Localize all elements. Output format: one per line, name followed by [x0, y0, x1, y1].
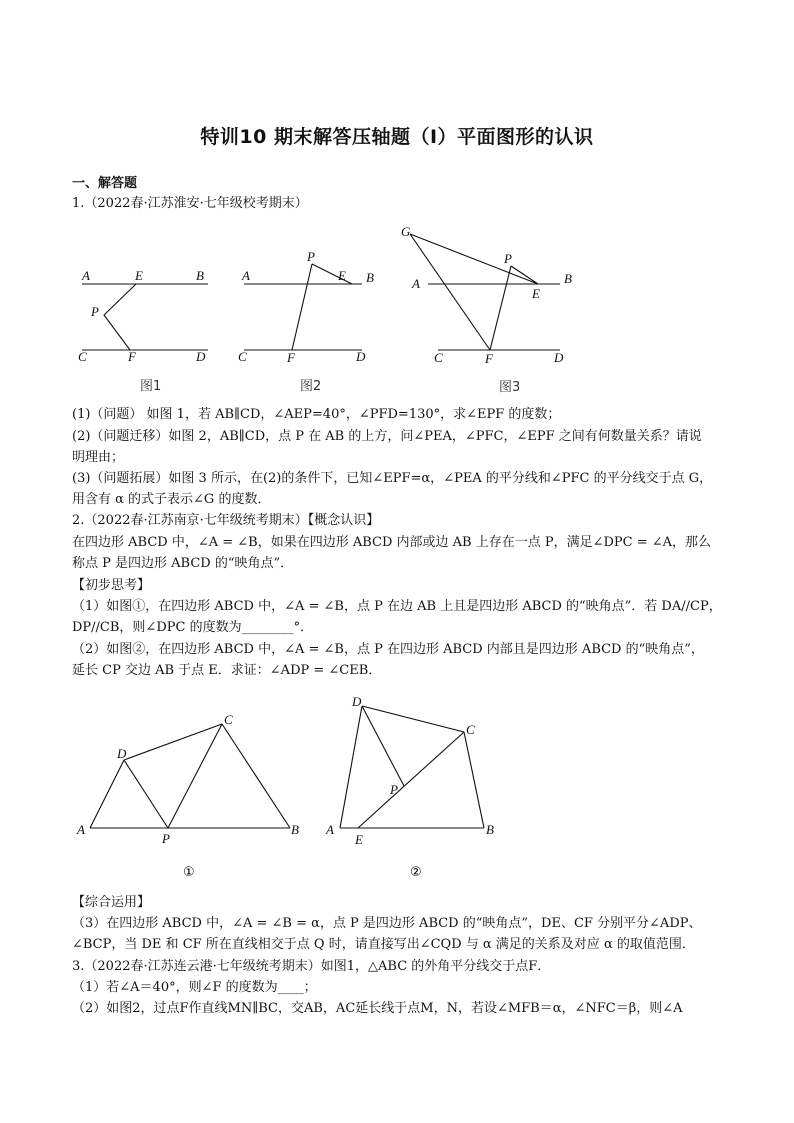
q2-definition: 在四边形 ABCD 中，∠A = ∠B，如果在四边形 ABCD 内部或边 AB 上存在一点 P，满足∠DPC = ∠A，那么 [72, 535, 712, 550]
q1-figure-1 [72, 262, 220, 402]
label-e: E [355, 832, 363, 847]
label-c: C [224, 712, 233, 727]
q2-header: 2.（2022春·江苏南京·七年级统考期末）【概念认识】 [72, 513, 380, 528]
q1-header: 1.（2022春·江苏淮安·七年级校考期末） [72, 196, 308, 211]
label-p: P [162, 831, 170, 846]
segment-cb [222, 724, 290, 828]
segment-cb [464, 732, 484, 828]
label-a: A [82, 268, 90, 283]
label-e: E [135, 268, 143, 283]
q1-part1: (1)（问题） 如图 1，若 AB∥CD，∠AEP=40°，∠PFD=130°，求∠EPF 的度数； [72, 407, 561, 422]
figure-mark-2: ② [410, 865, 422, 880]
segment-ce [358, 732, 464, 828]
q2-apply-heading: 【综合运用】 [72, 895, 151, 910]
label-a: A [412, 276, 420, 291]
figure-mark-1: ① [183, 865, 195, 880]
label-e: E [532, 286, 540, 301]
q1-part3-cont: 用含有 α 的式子表示∠G 的度数． [72, 492, 271, 507]
label-a: A [242, 268, 250, 283]
q1-figure-2 [234, 248, 384, 402]
label-b: B [196, 268, 204, 283]
section-heading: 一、解答题 [72, 176, 138, 191]
q2-part1-cont: DP//CB，则∠DPC 的度数为________°． [72, 620, 314, 635]
segment-ad [90, 760, 124, 828]
label-d: D [117, 746, 127, 761]
q2-definition-cont: 称点 P 是四边形 ABCD 的“映角点”． [72, 556, 294, 571]
label-p: P [390, 782, 398, 797]
segment-dp [124, 760, 168, 828]
caption-fig2: 图2 [300, 379, 322, 394]
q2-part2-cont: 延长 CP 交边 AB 于点 E．求证：∠ADP = ∠CEB． [72, 663, 382, 678]
label-b: B [291, 822, 299, 837]
label-d: D [352, 694, 362, 709]
label-d: D [196, 349, 206, 364]
label-b: B [486, 822, 494, 837]
label-c: C [238, 349, 247, 364]
label-f: F [128, 349, 136, 364]
label-c: C [78, 349, 87, 364]
q3-header: 3.（2022春·江苏连云港·七年级统考期末）如图1，△ABC 的外角平分线交于点F． [72, 959, 551, 974]
segment-pe [312, 264, 352, 284]
label-a: A [77, 822, 85, 837]
segment-ad [340, 706, 362, 828]
segment-dp [362, 706, 404, 786]
q2-part2: （2）如图②，在四边形 ABCD 中，∠A = ∠B，点 P 在四边形 ABCD 内部且是四边形 ABCD 的“映角点”， [72, 642, 704, 657]
label-d: D [356, 349, 366, 364]
segment-cp [168, 724, 222, 828]
segment-fp [292, 264, 312, 350]
label-f: F [287, 350, 295, 365]
q2-figure-1 [72, 706, 312, 886]
q2-think-heading: 【初步思考】 [72, 578, 151, 593]
label-d: D [554, 350, 564, 365]
segment-gf [410, 234, 490, 350]
label-c: C [466, 722, 475, 737]
label-p: P [307, 249, 315, 264]
label-b: B [564, 271, 572, 286]
segment-dc [124, 724, 222, 760]
label-e: E [338, 268, 346, 283]
caption-fig1: 图1 [140, 379, 162, 394]
q3-part1: （1）若∠A＝40°，则∠F 的度数为____； [72, 980, 317, 995]
segment-fp [490, 266, 511, 350]
q1-part2-cont: 明理由； [72, 450, 125, 465]
label-f: F [485, 351, 493, 366]
q2-part3-cont: ∠BCP，当 DE 和 CF 所在直线相交于点 Q 时，请直接写出∠CQD 与 α 满足的关系及对应 α 的取值范围． [72, 937, 695, 952]
label-p: P [91, 304, 99, 319]
label-g: G [401, 224, 411, 239]
label-c: C [434, 350, 443, 365]
q2-part3: （3）在四边形 ABCD 中，∠A = ∠B = α，点 P 是四边形 ABCD 的“映角点”，DE、CF 分别平分∠ADP、 [72, 916, 702, 931]
label-p: P [504, 251, 512, 266]
label-b: B [366, 270, 374, 285]
q1-part2: (2)（问题迁移）如图 2，AB∥CD，点 P 在 AB 的上方，问∠PEA，∠PFC，∠EPF 之间有何数量关系？请说 [72, 429, 702, 444]
q3-part2: （2）如图2，过点F作直线MN∥BC，交AB，AC延长线于点M，N，若设∠MFB＝α，∠NFC＝β，则∠A [72, 1001, 683, 1016]
segment-epf [104, 284, 136, 350]
page-title: 特训10 期末解答压轴题（Ⅰ）平面图形的认识 [200, 126, 594, 148]
q1-part3: (3)（问题拓展）如图 3 所示，在(2)的条件下，已知∠EPF=α，∠PEA 的平分线和∠PFC 的平分线交于点 G， [72, 471, 713, 486]
q2-part1: （1）如图①，在四边形 ABCD 中，∠A = ∠B，点 P 在边 AB 上且是四边形 ABCD 的“映角点”．若 DA//CP， [72, 599, 722, 614]
q1-figure-3 [394, 222, 584, 402]
label-a: A [326, 822, 334, 837]
q2-figure-2 [320, 690, 510, 886]
segment-dc [362, 706, 464, 732]
caption-fig3: 图3 [499, 380, 521, 395]
segment-ge [410, 234, 538, 284]
